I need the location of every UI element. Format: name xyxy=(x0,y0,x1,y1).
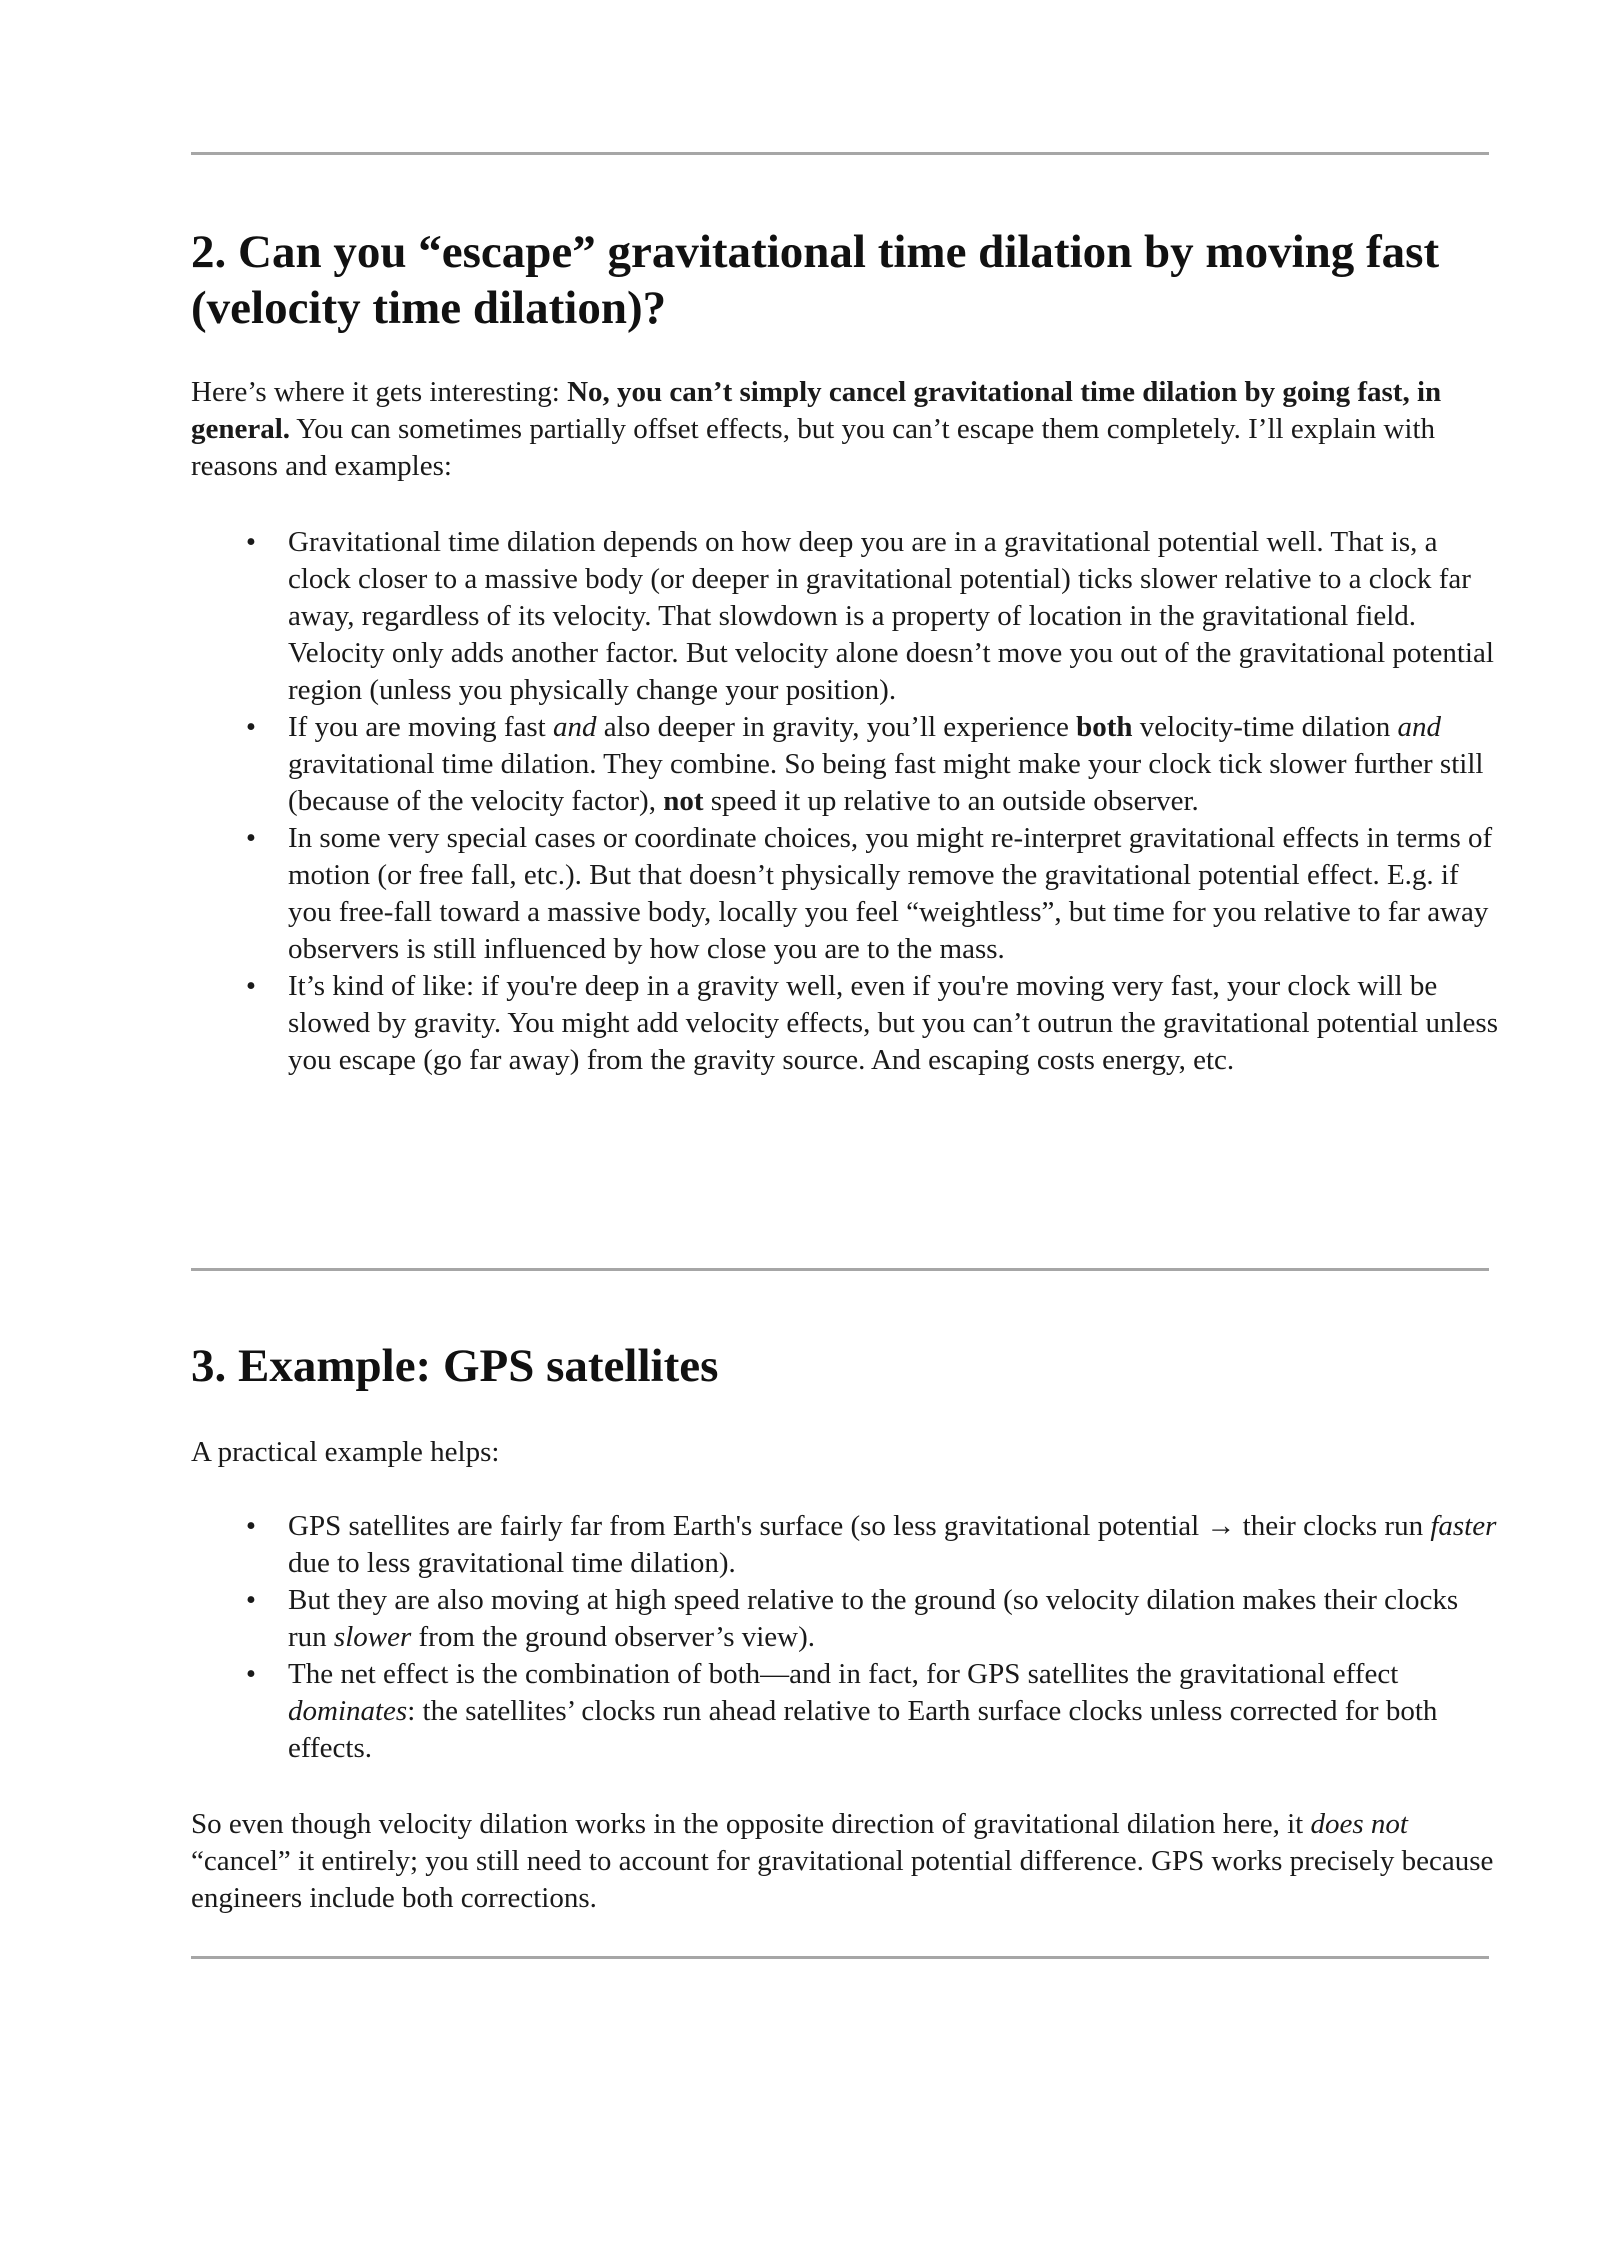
intro-text-start: Here’s where it gets interesting: xyxy=(191,376,568,408)
list-item xyxy=(191,820,1501,968)
list-item-text: It’s kind of like: if you're deep in a gravity well, even if you're moving very fast, your clock will be slowed by gravity. You might add velocity effects, but you can’t outrun the gravitational potential unless you escape (go far away) from the gravity source. And escaping costs energy, etc. xyxy=(288,970,1498,1076)
bullet-icon: • xyxy=(245,526,257,558)
section-2-intro xyxy=(191,374,1501,485)
list-item-text: velocity-time dilation xyxy=(1132,711,1398,743)
list-item-text: The net effect is the combination of both—and in fact, for GPS satellites the gravitational effect xyxy=(288,1658,1399,1690)
list-item-text: : the satellites’ clocks run ahead relative to Earth surface clocks unless corrected for both effects. xyxy=(288,1695,1438,1764)
list-item-text: In some very special cases or coordinate choices, you might re-interpret gravitational effects in terms of motion (or free fall, etc.). But that doesn’t physically remove the gravitational potential effect. E.g. if you free-fall toward a massive body, locally you feel “weightless”, but time for you relative to far away observers is still influenced by how close you are to the mass. xyxy=(288,822,1493,965)
list-item xyxy=(191,1582,1501,1656)
section-3-bullet-list xyxy=(191,1508,1501,1767)
bold-text: not xyxy=(663,785,704,817)
section-3-heading: 3. Example: GPS satellites xyxy=(191,1340,719,1392)
bold-text: both xyxy=(1076,711,1133,743)
list-item xyxy=(191,968,1501,1079)
list-item-text: due to less gravitational time dilation). xyxy=(288,1547,736,1579)
conclusion-text: “cancel” it entirely; you still need to account for gravitational potential difference. GPS works precisely because engineers include both corrections. xyxy=(191,1845,1494,1914)
bullet-icon: • xyxy=(245,970,257,1002)
conclusion-text: So even though velocity dilation works in the opposite direction of gravitational dilation here, it xyxy=(191,1808,1311,1840)
bullet-icon: • xyxy=(245,711,257,743)
horizontal-rule-bottom xyxy=(191,1956,1489,1959)
list-item-text: from the ground observer’s view). xyxy=(411,1621,816,1653)
list-item xyxy=(191,1656,1501,1767)
bullet-icon: • xyxy=(245,822,257,854)
emphasis-text: faster xyxy=(1430,1510,1497,1542)
section-2-heading: 2. Can you “escape” gravitational time dilation by moving fast (velocity time dilation)? xyxy=(191,226,1440,334)
emphasis-text: and xyxy=(552,711,597,743)
intro-bold-claim: No, you can’t simply cancel gravitational time dilation by going fast, in general. xyxy=(191,376,1442,445)
bullet-icon: • xyxy=(245,1658,257,1690)
emphasis-text: dominates xyxy=(288,1695,408,1727)
list-item-text: also deeper in gravity, you’ll experience xyxy=(596,711,1077,743)
section-3-intro: A practical example helps: xyxy=(191,1436,500,1468)
horizontal-rule-top xyxy=(191,152,1489,155)
list-item xyxy=(191,524,1501,709)
bullet-icon: • xyxy=(245,1584,257,1616)
section-2-bullet-list xyxy=(191,524,1501,1079)
list-item-text: Gravitational time dilation depends on how deep you are in a gravitational potential well. That is, a clock closer to a massive body (or deeper in gravitational potential) ticks slower relative to a clock far away, regardless of its velocity. That slowdown is a property of location in the gravitational field. Velocity only adds another factor. But velocity alone doesn’t move you out of the gravitational potential region (unless you physically change your position). xyxy=(288,526,1494,706)
section-3-conclusion xyxy=(191,1806,1501,1917)
list-item-text: speed it up relative to an outside observer. xyxy=(703,785,1199,817)
intro-text-end: You can sometimes partially offset effects, but you can’t escape them completely. I’ll explain with reasons and examples: xyxy=(191,413,1435,482)
emphasis-text: and xyxy=(1397,711,1441,743)
emphasis-text: slower xyxy=(333,1621,412,1653)
list-item xyxy=(191,709,1501,820)
list-item xyxy=(191,1508,1501,1582)
list-item-text: But they are also moving at high speed relative to the ground (so velocity dilation makes their clocks run xyxy=(288,1584,1459,1653)
list-item-text: gravitational time dilation. They combine. So being fast might make your clock tick slower further still (because of the velocity factor), xyxy=(288,748,1484,817)
emphasis-text: does not xyxy=(1310,1808,1408,1840)
list-item-text: GPS satellites are fairly far from Earth's surface (so less gravitational potential → their clocks run xyxy=(288,1510,1431,1542)
horizontal-rule-middle xyxy=(191,1268,1489,1271)
bullet-icon: • xyxy=(245,1510,257,1542)
list-item-text: If you are moving fast xyxy=(288,711,553,743)
